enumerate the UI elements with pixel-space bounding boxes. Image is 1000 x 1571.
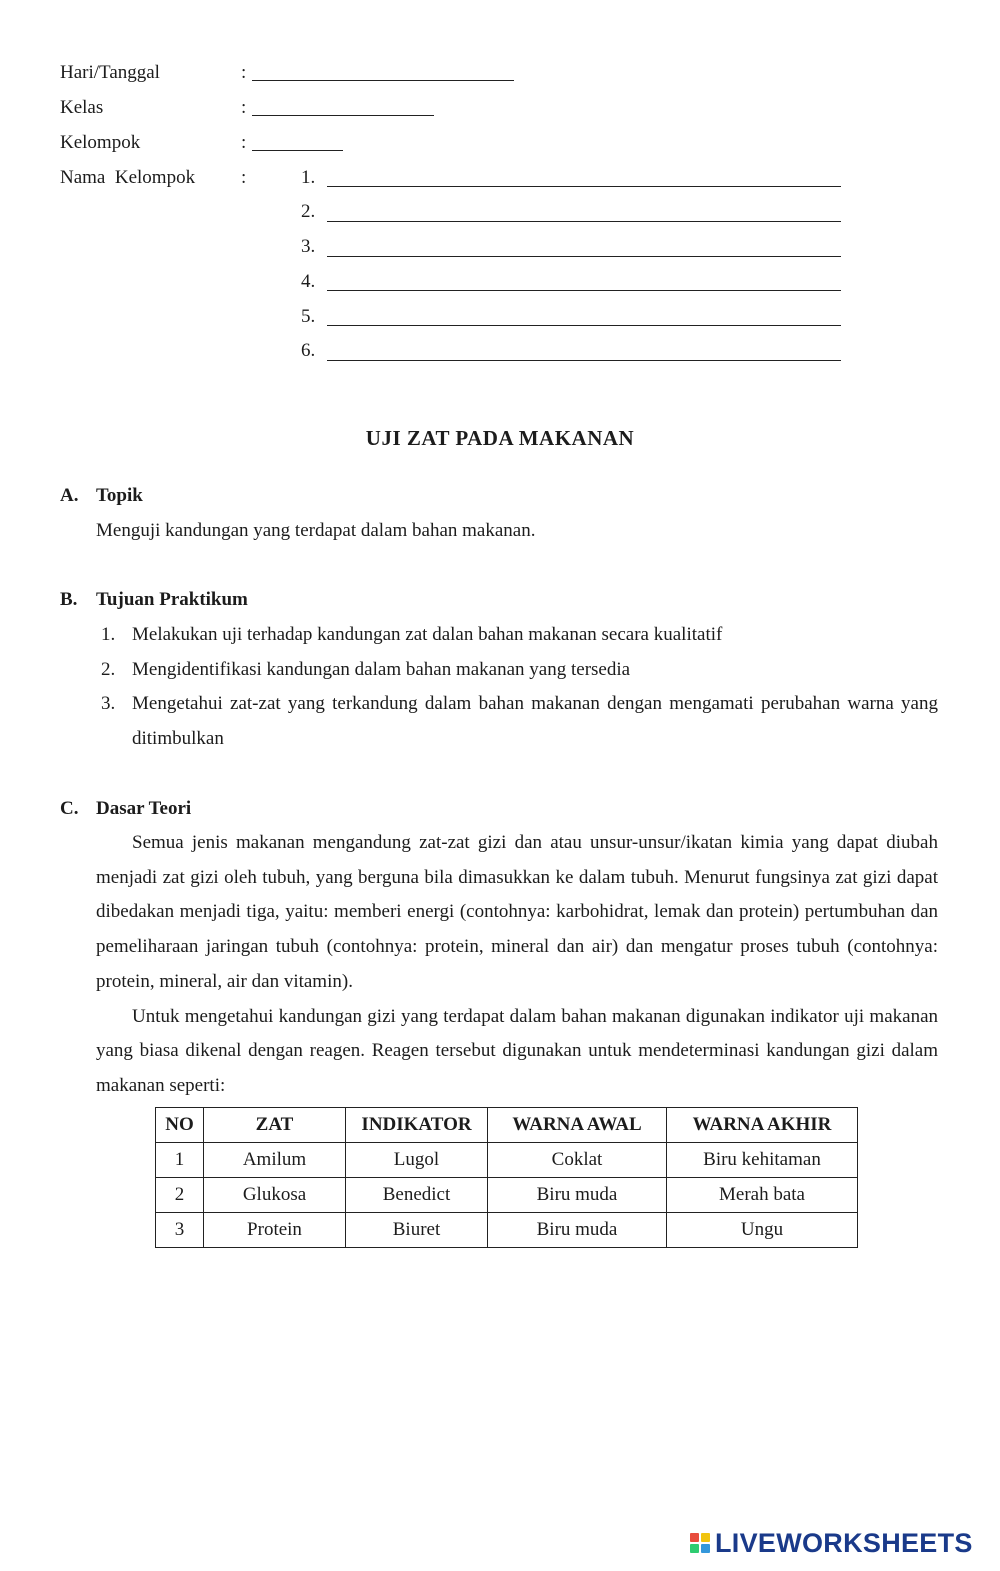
table-header-cell: WARNA AKHIR [667, 1108, 858, 1143]
section-heading-dasar-teori: Dasar Teori [96, 798, 192, 819]
member-number: 1. [301, 167, 316, 188]
member-number: 6. [301, 340, 316, 361]
table-header-row [156, 1108, 858, 1143]
field-label-members: Nama Kelompok [60, 167, 196, 188]
liveworksheets-logo[interactable] [690, 1525, 973, 1561]
logo-square [690, 1544, 699, 1553]
topik-text: Menguji kandungan yang terdapat dalam bahan makanan. [96, 520, 536, 541]
list-number: 3. [101, 693, 116, 714]
group-input-line[interactable] [252, 150, 343, 151]
member-number: 3. [301, 236, 316, 257]
class-input-line[interactable] [252, 115, 434, 116]
logo-square [690, 1533, 699, 1542]
field-label-date: Hari/Tanggal [60, 62, 160, 83]
table-cell: Ungu [667, 1213, 858, 1248]
table-row [156, 1178, 858, 1213]
member-number: 2. [301, 201, 316, 222]
logo-icon [690, 1533, 710, 1553]
table-cell: Merah bata [667, 1178, 858, 1213]
list-number: 1. [101, 624, 116, 645]
table-cell: Coklat [488, 1143, 667, 1178]
table-cell: 3 [156, 1213, 204, 1248]
field-colon: : [241, 167, 247, 188]
table-header-cell: WARNA AWAL [488, 1108, 667, 1143]
field-label-group: Kelompok [60, 132, 141, 153]
date-input-line[interactable] [252, 80, 514, 81]
list-item: Melakukan uji terhadap kandungan zat dalan bahan makanan secara kualitatif [132, 624, 723, 645]
section-heading-topik: Topik [96, 485, 143, 506]
list-item: Mengetahui zat-zat yang terkandung dalam bahan makanan dengan mengamati perubahan warna yang ditimbulkan [132, 693, 938, 749]
table-cell: 2 [156, 1178, 204, 1213]
table-header-cell: ZAT [204, 1108, 346, 1143]
page-title: UJI ZAT PADA MAKANAN [365, 426, 635, 450]
field-colon: : [241, 62, 247, 83]
section-letter: A. [60, 485, 79, 506]
table-cell: Amilum [204, 1143, 346, 1178]
member-input-line[interactable] [327, 325, 841, 326]
member-input-line[interactable] [327, 256, 841, 257]
table-row [156, 1213, 858, 1248]
member-input-line[interactable] [327, 360, 841, 361]
table-header-cell: INDIKATOR [346, 1108, 488, 1143]
section-letter: C. [60, 798, 79, 819]
field-label-class: Kelas [60, 97, 104, 118]
list-item: Mengidentifikasi kandungan dalam bahan makanan yang tersedia [132, 659, 631, 680]
member-input-line[interactable] [327, 290, 841, 291]
member-number: 4. [301, 271, 316, 292]
member-input-line[interactable] [327, 221, 841, 222]
table-cell: Biru muda [488, 1178, 667, 1213]
table-row [156, 1143, 858, 1178]
theory-paragraphs [96, 826, 938, 1104]
table-cell: Protein [204, 1213, 346, 1248]
logo-square [701, 1544, 710, 1553]
member-number: 5. [301, 306, 316, 327]
logo-square [701, 1533, 710, 1542]
field-colon: : [241, 97, 247, 118]
table-cell: Benedict [346, 1178, 488, 1213]
section-letter: B. [60, 589, 78, 610]
table-cell: Biuret [346, 1213, 488, 1248]
indicator-table [155, 1107, 858, 1248]
member-input-line[interactable] [327, 186, 841, 187]
list-number: 2. [101, 659, 116, 680]
theory-paragraph-2: Untuk mengetahui kandungan gizi yang terdapat dalam bahan makanan digunakan indikator uji makanan yang biasa dikenal dengan reagen. Reagen tersebut digunakan untuk mendeterminasi kandungan gizi dalam makanan seperti: [96, 1005, 938, 1096]
table-cell: Biru muda [488, 1213, 667, 1248]
table-cell: Biru kehitaman [667, 1143, 858, 1178]
logo-text: LIVEWORKSHEETS [715, 1527, 973, 1558]
section-heading-tujuan: Tujuan Praktikum [96, 589, 248, 610]
table-cell: Lugol [346, 1143, 488, 1178]
theory-paragraph-1: Semua jenis makanan mengandung zat-zat gizi dan atau unsur-unsur/ikatan kimia yang dapat diubah menjadi zat gizi oleh tubuh, yang berguna bila dimasukkan ke dalam tubuh. Menurut fungsinya zat gizi dapat dibedakan menjadi tiga, yaitu: memberi energi (contohnya: karbohidrat, lemak dan protein) pertumbuhan dan pemeliharaan jaringan tubuh (contohnya: protein, mineral dan air) dan mengatur proses tubuh (contohnya: protein, mineral, air dan vitamin). [96, 832, 938, 992]
table-header-cell: NO [156, 1108, 204, 1143]
table-cell: 1 [156, 1143, 204, 1178]
field-colon: : [241, 132, 247, 153]
table-cell: Glukosa [204, 1178, 346, 1213]
